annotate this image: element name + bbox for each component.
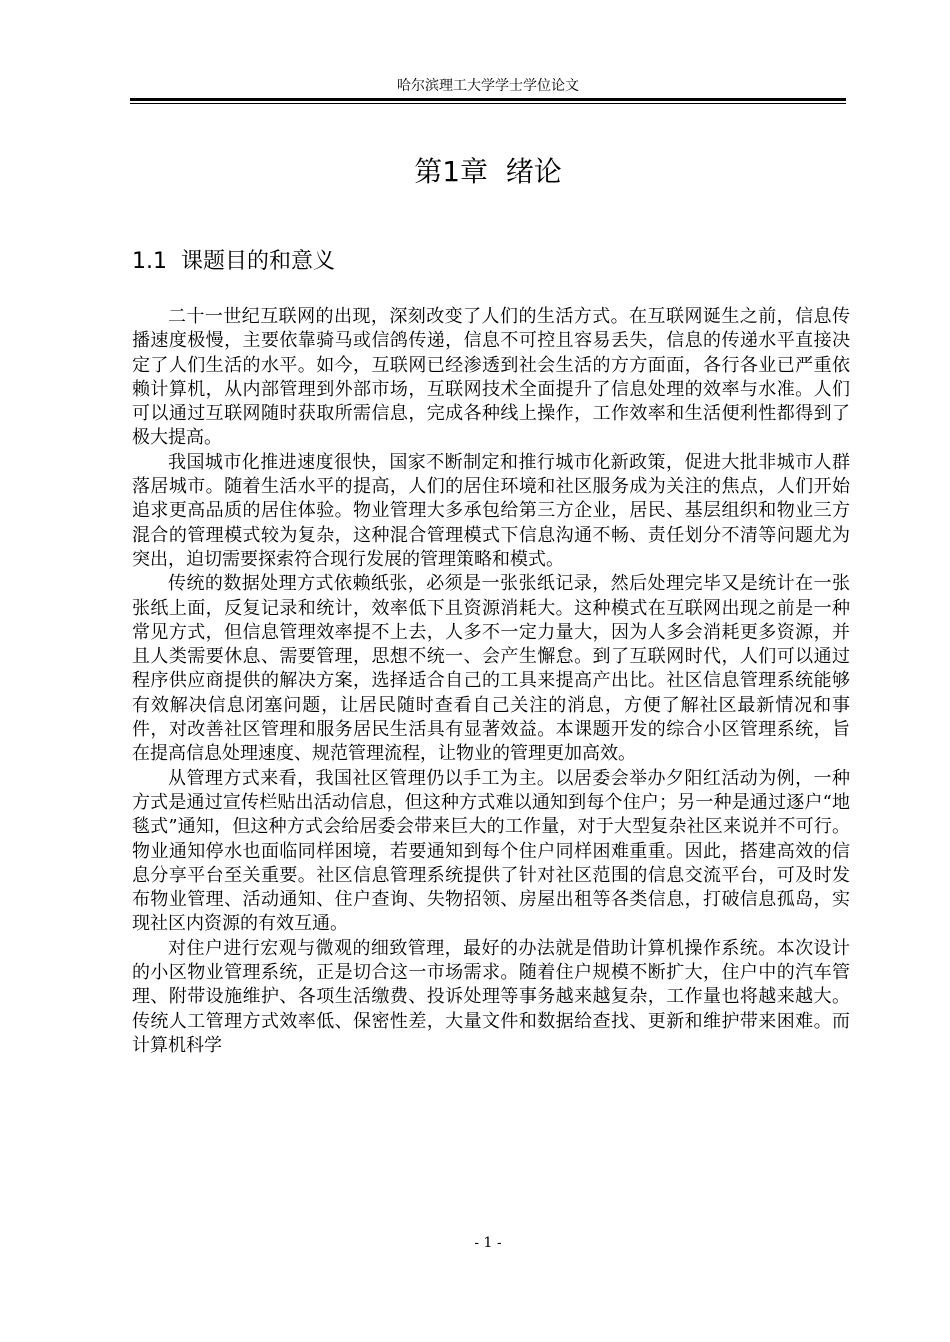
paragraph-1: 二十一世纪互联网的出现，深刻改变了人们的生活方式。在互联网诞生之前，信息传播速度极慢，主要依靠骑马或信鸽传递，信息不可控且容易丢失，信息的传递水平直接决定了人们生活的水平。如今，互联网已经渗透到社会生活的方方面面，各行各业已严重依赖计算机，从内部管理到外部市场，互联网技术全面提升了信息处理的效率与水准。人们可以通过互联网随时获取所需信息，完成各种线上操作，工作效率和生活便利性都得到了极大提高。 (132, 306, 850, 449)
header-rule-thin (130, 103, 846, 104)
header-rule-thick (130, 98, 846, 101)
paragraph-5: 对住户进行宏观与微观的细致管理，最好的办法就是借助计算机操作系统。本次设计的小区物业管理系统，正是切合这一市场需求。随着住户规模不断扩大，住户中的汽车管理、附带设施维护、各项生活缴费、投诉处理等事务越来越复杂，工作量也将越来越大。传统人工管理方式效率低、保密性差，大量文件和数据给查找、更新和维护带来困难。而计算机科学 (132, 937, 850, 1056)
chapter-title: 第1章 绪论 (414, 155, 562, 188)
paragraph-2: 我国城市化推进速度很快，国家不断制定和推行城市化新政策，促进大批非城市人群落居城市。随着生活水平的提高，人们的居住环境和社区服务成为关注的焦点，人们开始追求更高品质的居住体验。物业管理大多承包给第三方企业，居民、基层组织和物业三方混合的管理模式较为复杂，这种混合管理模式下信息沟通不畅、责任划分不清等问题尤为突出，迫切需要探索符合现行发展的管理策略和模式。 (132, 451, 850, 570)
section-title: 1.1 课题目的和意义 (132, 249, 335, 274)
paragraph-4: 从管理方式来看，我国社区管理仍以手工为主。以居委会举办夕阳红活动为例，一种方式是通过宣传栏贴出活动信息，但这种方式难以通知到每个住户；另一种是通过逐户“地毯式”通知，但这种方式会给居委会带来巨大的工作量，对于大型复杂社区来说并不可行。物业通知停水也面临同样困境，若要通知到每个住户同样困难重重。因此，搭建高效的信息分享平台至关重要。社区信息管理系统提供了针对社区范围的信息交流平台，可及时发布物业管理、活动通知、住户查询、失物招领、房屋出租等各类信息，打破信息孤岛，实现社区内资源的有效互通。 (132, 767, 850, 935)
running-header: 哈尔滨理工大学学士学位论文 (397, 78, 579, 94)
paragraph-3: 传统的数据处理方式依赖纸张，必须是一张张纸记录，然后处理完毕又是统计在一张张纸上面，反复记录和统计，效率低下且资源消耗大。这种模式在互联网出现之前是一种常见方式，但信息管理效率提不上去，人多不一定力量大，因为人多会消耗更多资源，并且人类需要休息、需要管理，思想不统一、会产生懈怠。到了互联网时代，人们可以通过程序供应商提供的解决方案，选择适合自己的工具来提高产出比。社区信息管理系统能够有效解决信息闭塞问题，让居民随时查看自己关注的消息，方便了解社区最新情况和事件，对改善社区管理和服务居民生活具有显著效益。本课题开发的综合小区管理系统，旨在提高信息处理速度、规范管理流程，让物业的管理更加高效。 (132, 573, 850, 765)
page-number: - 1 - (474, 1235, 502, 1251)
body-text (132, 305, 850, 1058)
